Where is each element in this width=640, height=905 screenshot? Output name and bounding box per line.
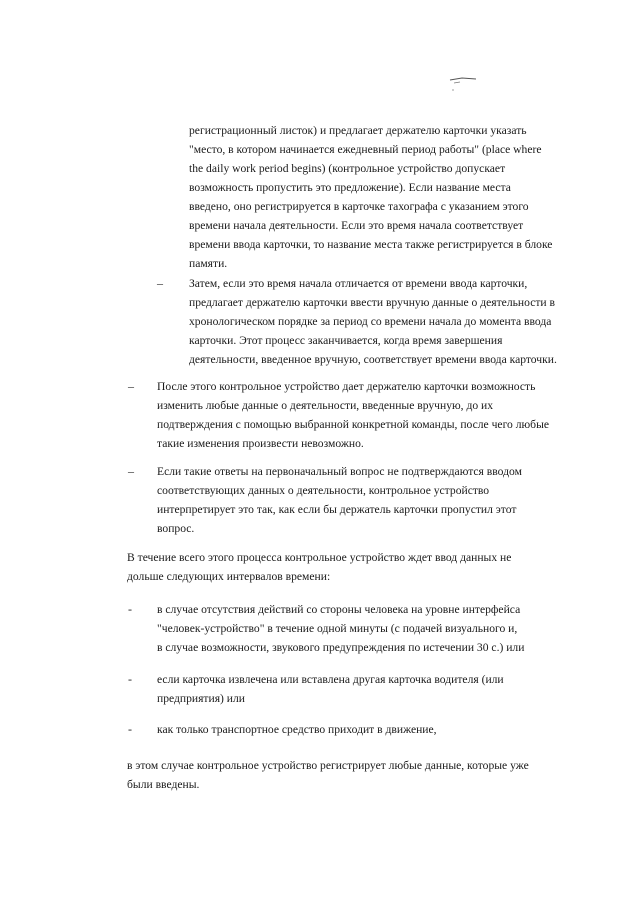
closing-paragraph	[127, 756, 529, 794]
bullet-item	[157, 600, 524, 657]
text-line: дольше следующих интервалов времени:	[127, 570, 331, 583]
text-line: регистрационный листок) и предлагает держателю карточки указать	[189, 124, 527, 137]
text-line: Если такие ответы на первоначальный вопрос не подтверждаются вводом	[157, 465, 522, 478]
bullet-item	[157, 720, 437, 739]
text-line: если карточка извлечена или вставлена другая карточка водителя (или	[157, 673, 504, 686]
text-line: времени начала деятельности. Если это время начала соответствует	[189, 219, 524, 232]
text-line: как только транспортное средство приходит в движение,	[157, 723, 437, 736]
text-line: были введены.	[127, 778, 200, 791]
continuation-paragraph	[189, 121, 552, 273]
text-line: После этого контрольное устройство дает держателю карточки возможность	[157, 380, 536, 393]
scan-artifact-mark	[448, 74, 480, 94]
text-line: соответствующих данных о деятельности, контрольное устройство	[157, 484, 490, 497]
text-line: вопрос.	[157, 522, 195, 535]
text-line: деятельности, введенное вручную, соответствует времени ввода карточки.	[189, 353, 557, 366]
text-line: такие изменения произвести невозможно.	[157, 437, 364, 450]
bullet-item	[157, 462, 522, 538]
bullet-item	[157, 377, 549, 453]
text-line: времени ввода карточки, то название места также регистрируется в блоке	[189, 238, 553, 251]
body-paragraph	[127, 548, 511, 586]
bullet-marker: -	[128, 602, 132, 616]
text-line: интерпретирует это так, как если бы держатель карточки пропустил этот	[157, 503, 517, 516]
text-line: памяти.	[189, 257, 228, 270]
bullet-marker: -	[128, 672, 132, 686]
text-line: хронологическом порядке за период со времени начала до момента ввода	[189, 315, 552, 328]
text-line: "человек-устройство" в течение одной минуты (с подачей визуального и,	[157, 622, 518, 635]
text-line: предлагает держателю карточки ввести вручную данные о деятельности в	[189, 296, 555, 309]
bullet-marker: –	[128, 464, 134, 478]
text-line: предприятия) или	[157, 692, 245, 705]
bullet-marker: –	[128, 379, 134, 393]
text-line: в случае отсутствия действий со стороны человека на уровне интерфейса	[157, 603, 521, 616]
bullet-item	[157, 670, 504, 708]
text-line: возможность пропустить это предложение). Если название места	[189, 181, 511, 194]
text-line: введено, оно регистрируется в карточке тахографа с указанием этого	[189, 200, 529, 213]
text-line: в случае возможности, звукового предупреждения по истечении 30 с.) или	[157, 641, 525, 654]
text-line: the daily work period begins) (контрольное устройство допускает	[189, 162, 506, 175]
text-line: карточки. Этот процесс заканчивается, когда время завершения	[189, 334, 503, 347]
text-line: в этом случае контрольное устройство регистрирует любые данные, которые уже	[127, 759, 529, 772]
nested-bullet-item	[189, 274, 557, 369]
text-line: В течение всего этого процесса контрольное устройство ждет ввод данных не	[127, 551, 512, 564]
text-line: "место, в котором начинается ежедневный период работы" (place where	[189, 143, 542, 156]
bullet-marker: –	[157, 276, 163, 290]
bullet-marker: -	[128, 722, 132, 736]
text-line: подтверждения с помощью выбранной конкретной команды, после чего любые	[157, 418, 550, 431]
text-line: Затем, если это время начала отличается от времени ввода карточки,	[189, 277, 528, 290]
text-line: изменить любые данные о деятельности, введенные вручную, до их	[157, 399, 494, 412]
